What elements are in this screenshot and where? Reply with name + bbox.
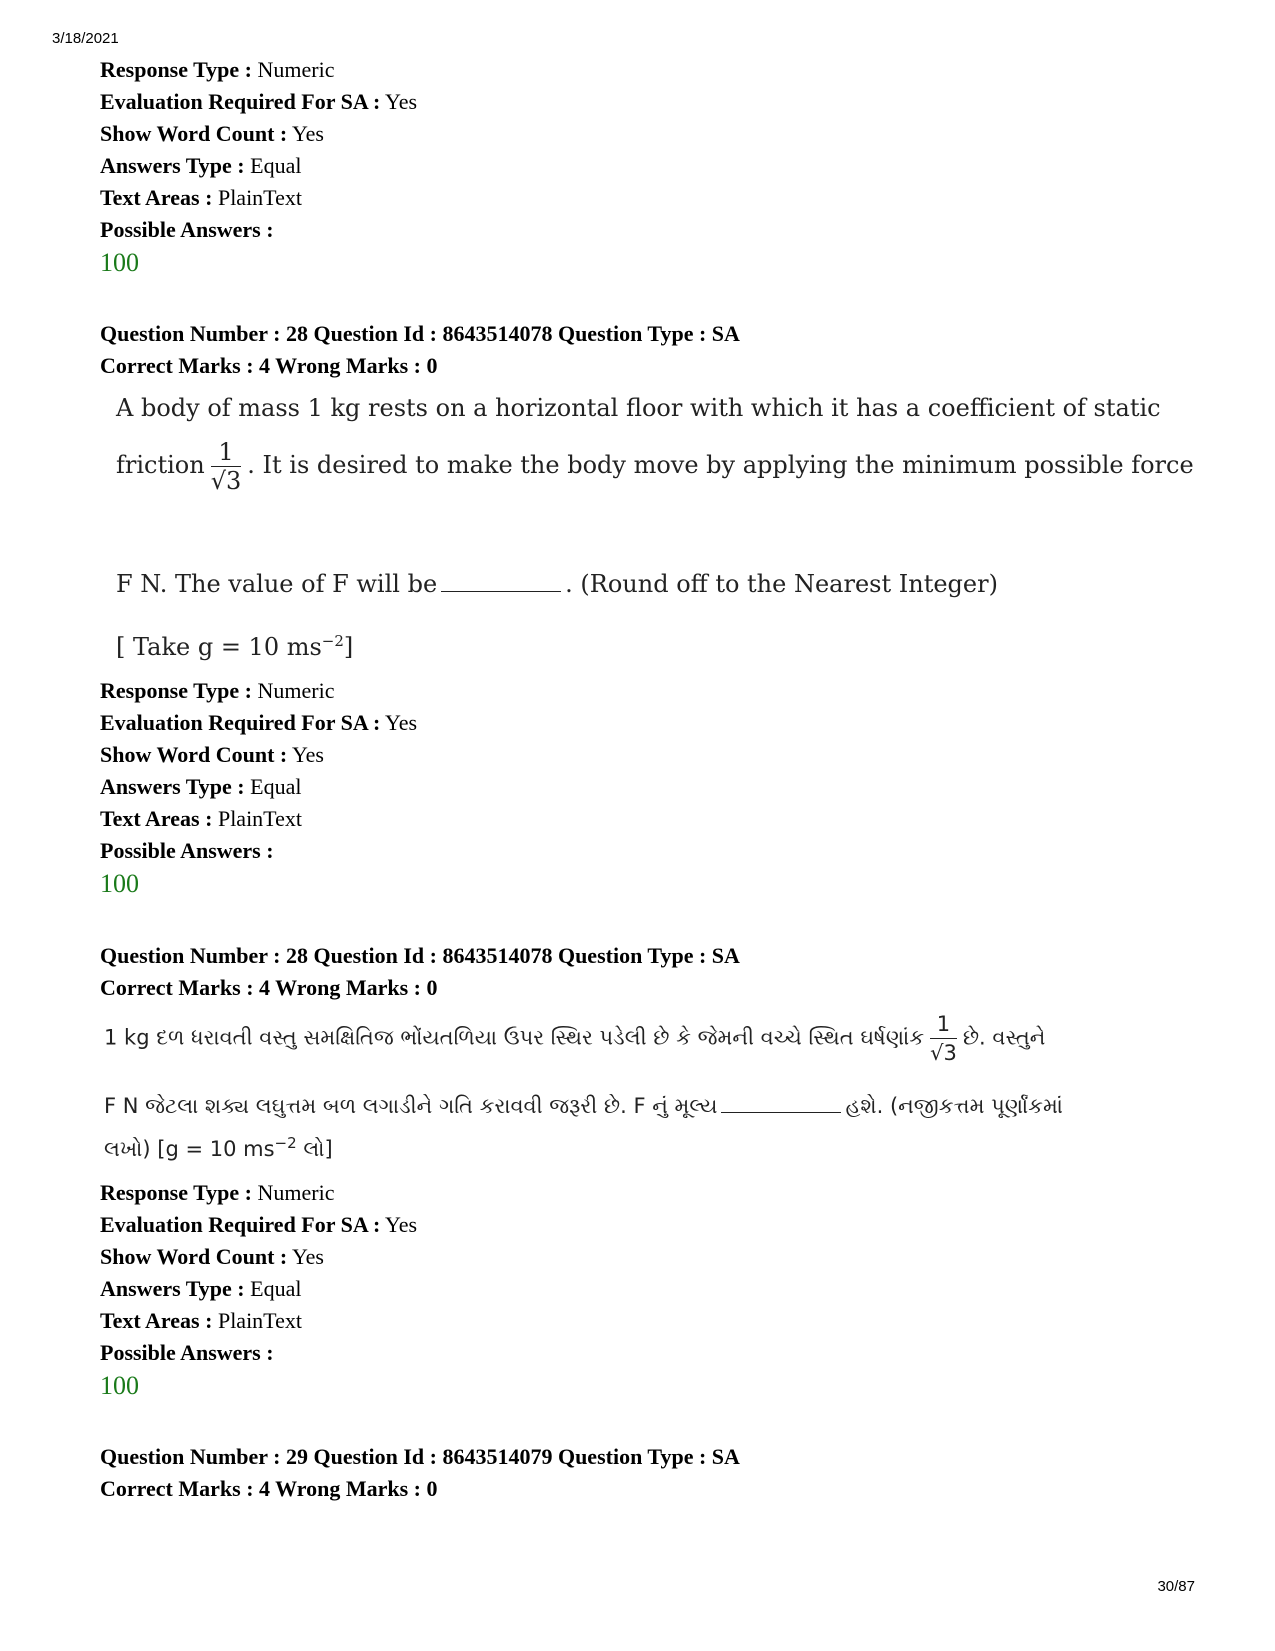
possible-answers-label: Possible Answers : [100, 838, 274, 863]
possible-answer-value: 100 [100, 869, 139, 898]
question-body-english [116, 390, 1194, 680]
answers-type-row: Answers Type : Equal [100, 774, 302, 799]
possible-answers-label: Possible Answers : [100, 1340, 274, 1365]
question-header: Question Number : 29 Question Id : 8643514079 Question Type : SA [100, 1444, 740, 1469]
question-text-line: લખો) [g = 10 $ms^{-2}$ લો] [104, 1134, 333, 1161]
response-type-row: Response Type : Numeric [100, 678, 335, 703]
question-text-line: 1 kg દળ ધરાવતી વસ્તુ સમક્ષિતિજ ભોંયતળિયા ઉપર સ્થિર પડેલી છે કે જેમની વચ્ચે સ્થિત ઘર્ષણાંક $\frac{1}{√3}$ છે. વસ્તુને [104, 1012, 1046, 1065]
question-text-line: [ Take g = 10 $ms^{-2}$] [116, 632, 354, 661]
word-count-row: Show Word Count : Yes [100, 1244, 324, 1269]
question-marks: Correct Marks : 4 Wrong Marks : 0 [100, 1476, 438, 1501]
question-header: Question Number : 28 Question Id : 8643514078 Question Type : SA [100, 943, 740, 968]
answer-blank [441, 573, 561, 592]
fraction: $\frac{1}{√3}$ [210, 438, 242, 495]
answer-meta-block [100, 54, 1180, 280]
answers-type-row: Answers Type : Equal [100, 153, 302, 178]
possible-answer-value: 100 [100, 248, 139, 277]
text-areas-row: Text Areas : PlainText [100, 185, 302, 210]
print-date: 3/18/2021 [52, 30, 119, 47]
question-header-block [100, 1441, 1180, 1505]
question-body-gujarati [104, 1010, 1180, 1180]
question-header-block [100, 318, 1180, 382]
fraction: $\frac{1}{√3}$ [930, 1012, 957, 1065]
word-count-row: Show Word Count : Yes [100, 121, 324, 146]
response-type-row: Response Type : Numeric [100, 1180, 335, 1205]
possible-answer-value: 100 [100, 1371, 139, 1400]
question-header-block [100, 940, 1180, 1004]
answer-blank [721, 1094, 841, 1113]
question-text-line: F N. The value of F will be . (Round off to the Nearest Integer) [116, 570, 998, 598]
question-header: Question Number : 28 Question Id : 8643514078 Question Type : SA [100, 321, 740, 346]
text-areas-row: Text Areas : PlainText [100, 1308, 302, 1333]
evaluation-row: Evaluation Required For SA : Yes [100, 89, 418, 114]
question-text-line: friction $\frac{1}{√3}$ . It is desired to make the body move by applying the minimum possible force [116, 438, 1194, 495]
question-marks: Correct Marks : 4 Wrong Marks : 0 [100, 353, 438, 378]
response-type-row: Response Type : Numeric [100, 57, 335, 82]
answer-meta-block [100, 675, 1180, 901]
answer-meta-block [100, 1177, 1180, 1403]
text-areas-row: Text Areas : PlainText [100, 806, 302, 831]
evaluation-row: Evaluation Required For SA : Yes [100, 1212, 418, 1237]
word-count-row: Show Word Count : Yes [100, 742, 324, 767]
answers-type-row: Answers Type : Equal [100, 1276, 302, 1301]
question-text-line: F N જેટલા શક્ય લઘુત્તમ બળ લગાડીને ગતિ કરાવવી જરૂરી છે. F નું મૂલ્ય હશે. (નજીકત્તમ પૂર્ણાંકમાં [104, 1094, 1063, 1118]
question-text-line: A body of mass 1 kg rests on a horizontal floor with which it has a coefficient of static [116, 394, 1161, 422]
evaluation-row: Evaluation Required For SA : Yes [100, 710, 418, 735]
possible-answers-label: Possible Answers : [100, 217, 274, 242]
page-number: 30/87 [1157, 1578, 1195, 1595]
question-marks: Correct Marks : 4 Wrong Marks : 0 [100, 975, 438, 1000]
